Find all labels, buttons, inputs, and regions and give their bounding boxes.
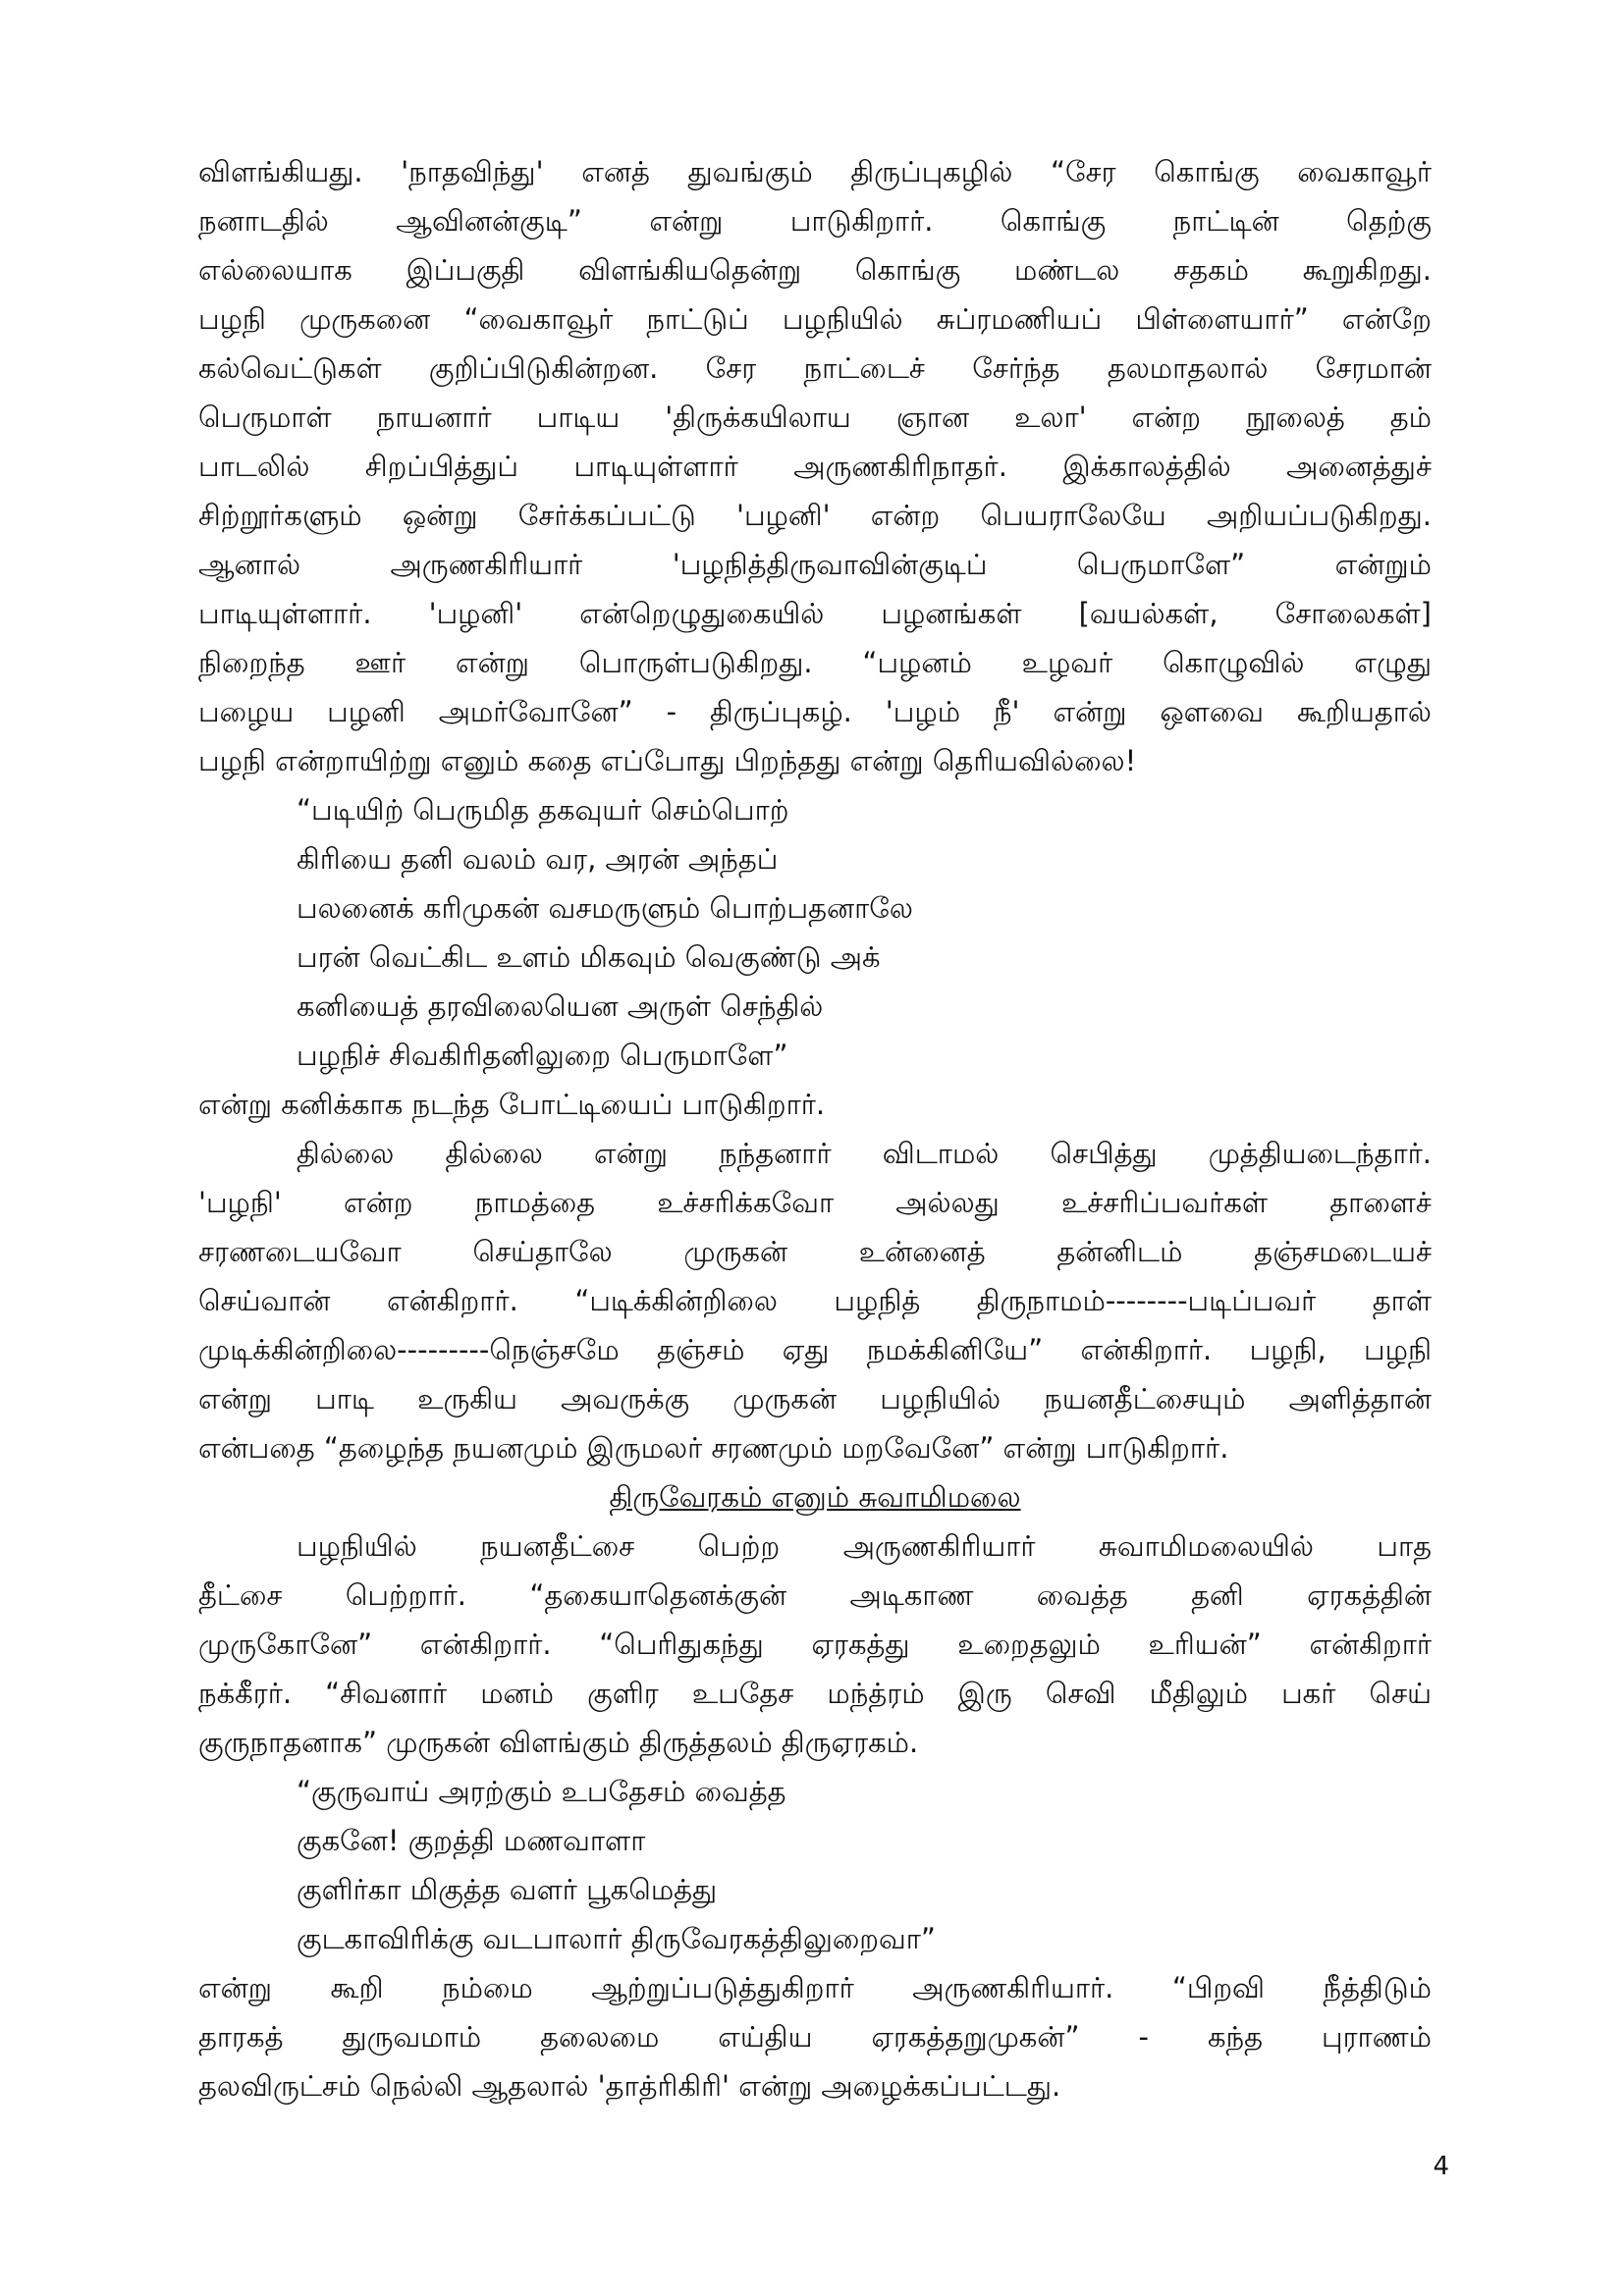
text-line: நிறைந்த ஊர் என்று பொருள்படுகிறது. “பழனம் உழவர் கொழுவில் எழுது bbox=[198, 646, 1432, 679]
text-line: பழைய பழனி அமர்வோனே” - திருப்புகழ். 'பழம் நீ' என்று ஒளவை கூறியதால் bbox=[198, 695, 1432, 728]
text-line: பழநி முருகனை “வைகாவூர் நாட்டுப் பழநியில் சுப்ரமணியப் பிள்ளையார்” என்றே bbox=[198, 302, 1432, 336]
text-line: குருநாதனாக” முருகன் விளங்கும் திருத்தலம் திருஏரகம். bbox=[198, 1726, 919, 1759]
text-line: என்று கனிக்காக நடந்த போட்டியைப் பாடுகிறார். bbox=[198, 1088, 826, 1121]
text-line: பாடலில் சிறப்பித்துப் பாடியுள்ளார் அருணகிரிநாதர். இக்காலத்தில் அனைத்துச் bbox=[198, 450, 1432, 483]
text-line: தில்லை தில்லை என்று நந்தனார் விடாமல் செபித்து முத்தியடைந்தார். bbox=[297, 1137, 1432, 1170]
verse-quote bbox=[198, 785, 1432, 1080]
page-number: 4 bbox=[1433, 2152, 1449, 2181]
text-line: என்று பாடி உருகிய அவருக்கு முருகன் பழநியில் நயனதீட்சையும் அளித்தான் bbox=[198, 1382, 1432, 1415]
text-line: ஆனால் அருணகிரியார் 'பழநித்திருவாவின்குடிப் பெருமாளே” என்றும் bbox=[198, 548, 1432, 581]
verse-line: “படியிற் பெருமித தகவுயர் செம்பொற் bbox=[297, 793, 789, 827]
text-line: பழநி என்றாயிற்று எனும் கதை எப்போது பிறந்தது என்று தெரியவில்லை! bbox=[198, 744, 1137, 777]
text-line: நக்கீரர். “சிவனார் மனம் குளிர உபதேச மந்த்ரம் இரு செவி மீதிலும் பகர் செய் bbox=[198, 1677, 1432, 1710]
page-body bbox=[198, 147, 1432, 2110]
verse-line: கிரியை தனி வலம் வர, அரன் அந்தப் bbox=[297, 842, 779, 876]
text-line: பாடியுள்ளார். 'பழனி' என்றெழுதுகையில் பழனங்கள் [வயல்கள், சோலைகள்] bbox=[198, 597, 1432, 630]
text-line: முருகோனே” என்கிறார். “பெரிதுகந்து ஏரகத்து உறைதலும் உரியன்” என்கிறார் bbox=[198, 1628, 1432, 1661]
paragraph-nandanar bbox=[198, 1129, 1432, 1472]
text-line: தீட்சை பெற்றார். “தகையாதெனக்குன் அடிகாண வைத்த தனி ஏரகத்தின் bbox=[198, 1578, 1432, 1612]
section-heading: திருவேரகம் எனும் சுவாமிமலை bbox=[609, 1480, 1021, 1514]
verse-line: கனியைத் தரவிலையென அருள் செந்தில் bbox=[297, 989, 824, 1023]
verse-line: குகனே! குறத்தி மணவாளா bbox=[297, 1824, 646, 1857]
text-line: செய்வான் என்கிறார். “படிக்கின்றிலை பழநித் திருநாமம்--------படிப்பவர் தாள் bbox=[198, 1284, 1432, 1317]
verse-line: குடகாவிரிக்கு வடபாலார் திருவேரகத்திலுறைவா” bbox=[297, 1922, 936, 1955]
text-line: கல்வெட்டுகள் குறிப்பிடுகின்றன. சேர நாட்டைச் சேர்ந்த தலமாதலால் சேரமான் bbox=[198, 351, 1432, 385]
text-line: விளங்கியது. 'நாதவிந்து' எனத் துவங்கும் திருப்புகழில் “சேர கொங்கு வைகாவூர் bbox=[198, 155, 1432, 188]
text-line: நனாடதில் ஆவினன்குடி” என்று பாடுகிறார். கொங்கு நாட்டின் தெற்கு bbox=[198, 204, 1432, 238]
text-line: சரணடையவோ செய்தாலே முருகன் உன்னைத் தன்னிடம் தஞ்சமடையச் bbox=[198, 1235, 1432, 1268]
text-line: தாரகத் துருவமாம் தலைமை எய்திய ஏரகத்தறுமுகன்” - கந்த புராணம் bbox=[198, 2020, 1432, 2054]
verse-line: பரன் வெட்கிட உளம் மிகவும் வெகுண்டு அக் bbox=[297, 940, 881, 974]
text-line: சிற்றூர்களும் ஒன்று சேர்க்கப்பட்டு 'பழனி' என்ற பெயராலேயே அறியப்படுகிறது. bbox=[198, 499, 1432, 532]
verse-line: “குருவாய் அரற்கும் உபதேசம் வைத்த bbox=[297, 1775, 786, 1808]
text-line: எல்லையாக இப்பகுதி விளங்கியதென்று கொங்கு மண்டல சதகம் கூறுகிறது. bbox=[198, 253, 1432, 287]
text-line: பழநியில் நயனதீட்சை பெற்ற அருணகிரியார் சுவாமிமலையில் பாத bbox=[297, 1529, 1432, 1563]
paragraph-palani bbox=[198, 147, 1432, 785]
verse-line: குளிர்கா மிகுத்த வளர் பூகமெத்து bbox=[297, 1873, 718, 1906]
verse-line: பழநிச் சிவகிரிதனிலுறை பெருமாளே” bbox=[297, 1039, 788, 1072]
text-line: பெருமாள் நாயனார் பாடிய 'திருக்கயிலாய ஞான உலா' என்ற நூலைத் தம் bbox=[198, 400, 1432, 434]
text-line: 'பழநி' என்ற நாமத்தை உச்சரிக்கவோ அல்லது உச்சரிப்பவர்கள் தாளைச் bbox=[198, 1186, 1432, 1219]
text-line: முடிக்கின்றிலை---------நெஞ்சமே தஞ்சம் ஏது நமக்கினியே” என்கிறார். பழநி, பழநி bbox=[198, 1333, 1432, 1366]
paragraph-swamimalai bbox=[198, 1522, 1432, 1767]
verse-line: பலனைக் கரிமுகன் வசமருளும் பொற்பதனாலே bbox=[297, 891, 913, 925]
text-line: என்பதை “தழைந்த நயனமும் இருமலர் சரணமும் மறவேனே” என்று பாடுகிறார். bbox=[198, 1431, 1229, 1465]
text-line: என்று கூறி நம்மை ஆற்றுப்படுத்துகிறார் அருணகிரியார். “பிறவி நீத்திடும் bbox=[198, 1971, 1432, 2004]
verse-quote bbox=[198, 1767, 1432, 1963]
text-line: தலவிருட்சம் நெல்லி ஆதலால் 'தாத்ரிகிரி' என்று அழைக்கப்பட்டது. bbox=[198, 2069, 1061, 2103]
paragraph-arunagiri bbox=[198, 1963, 1432, 2110]
